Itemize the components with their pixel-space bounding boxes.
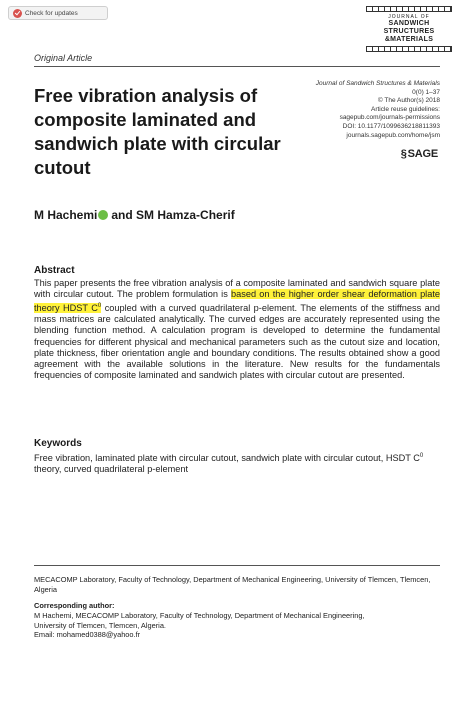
header-divider [34,66,440,67]
doi[interactable]: DOI: 10.1177/1099636218811393 [342,122,440,130]
author-2[interactable]: and SM Hamza-Cherif [111,208,235,222]
logo-line-2: SANDWICH [388,20,430,27]
keywords-heading: Keywords [34,438,82,449]
highlight-superscript: 0 [97,302,102,309]
corresponding-author-details [34,611,440,640]
article-title: Free vibration analysis of composite laminated and sandwich plate with circular cutout [34,85,281,178]
logo-line-1: JOURNAL OF [388,14,430,20]
logo-text [366,14,452,44]
check-for-updates-badge[interactable] [8,6,108,20]
check-for-updates-label: Check for updates [25,9,78,17]
logo-bottom-bar [366,46,452,52]
abstract-text-2: coupled with a curved quadrilateral p-element. The elements of the stiffness and mass matrices are calculated analytically. The curved edges are accurately represented using the blending function method. A calculation program is developed to determine the fundamental frequencies for different physical and mechanical parameters such as the cutout size and location, plate thickness, fiber orientation angle and boundary conditions. The results obtained show a good agreement with the available solutions in the literature. New results for the fundamentals frequencies of composite laminated and sandwich plates with circular cutout are presented. [34,302,440,381]
logo-line-4: &MATERIALS [384,36,434,43]
logo-line-3: STRUCTURES [383,28,435,35]
author-list [34,208,235,222]
article-meta [280,80,440,140]
corresponding-author-heading: Corresponding author: [34,601,115,610]
reuse-link[interactable]: sagepub.com/journals-permissions [339,114,440,122]
corresponding-line-2: University of Tlemcen, Tlemcen, Algeria. [34,620,166,630]
abstract-text-1: This paper presents the free vibration analysis of a composite laminated and sandwich square plate with circular cutout. The problem formulation is [34,278,440,300]
journal-home-link[interactable]: journals.sagepub.com/home/jsm [346,131,440,139]
abstract-heading: Abstract [34,265,75,276]
abstract-body [34,278,440,382]
logo-top-bar [366,6,452,12]
journal-logo [366,6,452,70]
keywords-text-1: Free vibration, laminated plate with circular cutout, sandwich plate with circular cutout, HSDT C [34,453,420,464]
keywords-body [34,451,440,476]
keywords-superscript: 0 [419,453,424,459]
article-type: Original Article [34,53,93,63]
orcid-icon[interactable] [98,210,108,220]
reuse-guidelines: Article reuse guidelines: [370,105,440,113]
publisher-logo [401,148,438,160]
affiliation: MECACOMP Laboratory, Faculty of Technology, Department of Mechanical Engineering, University of Tlemcen, Tlemcen, Algeria [34,575,431,594]
copyright: © The Author(s) 2018 [377,97,440,105]
sage-icon: § [400,148,407,160]
journal-name: Journal of Sandwich Structures & Materials [315,80,440,87]
footer-divider [34,565,440,566]
highlighted-text-content: based on the higher order shear deformation plate theory HDST C [34,289,440,313]
keywords-text-2: theory, curved quadrilateral p-element [34,464,189,475]
corresponding-line-1: M Hachemi, MECACOMP Laboratory, Faculty of Technology, Department of Mechanical Engineering, [34,611,365,620]
author-1[interactable]: M Hachemi [34,208,98,222]
volume-info: 0(0) 1–37 [412,88,440,96]
check-icon [13,9,22,18]
publisher-name: SAGE [407,148,438,160]
corresponding-email[interactable]: Email: mohamed0388@yahoo.fr [34,630,141,640]
